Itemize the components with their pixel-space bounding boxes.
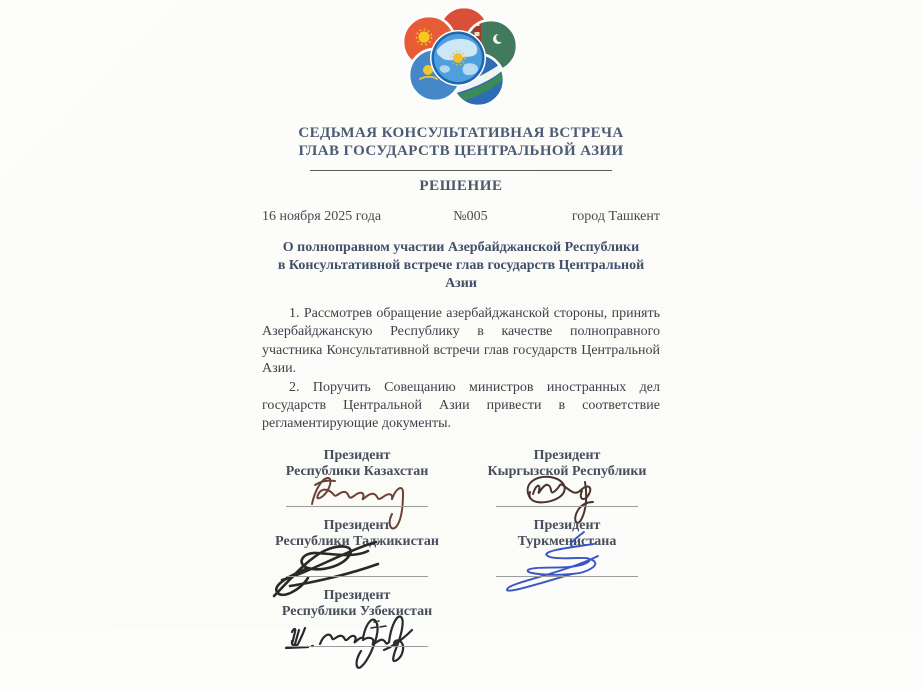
grid-spacer [472, 588, 662, 658]
signature-area [472, 480, 662, 507]
paragraph-1: 1. Рассмотрев обращение азербайджанской стороны, принять Азербайджанскую Республику в качестве полноправного участника Консультативной встречи глав государств Центральной Азии. [262, 306, 660, 377]
signature-line [286, 576, 428, 577]
signature-line [286, 646, 428, 647]
document-date: 16 ноября 2025 года [262, 209, 382, 224]
signature-area [262, 620, 452, 647]
signature-line [496, 506, 638, 507]
signatory-entity: Республики Таджикистан [275, 533, 439, 549]
signatory-title: Президент [323, 517, 391, 533]
signatory-title: Президент [323, 587, 391, 603]
signatory-entity: Республики Узбекистан [281, 603, 433, 619]
signatory-label [262, 518, 452, 550]
signatory-title: Президент [533, 517, 601, 533]
signature-block-tajikistan [262, 518, 452, 577]
meeting-title-line2: ГЛАВ ГОСУДАРСТВ ЦЕНТРАЛЬНОЙ АЗИИ [298, 143, 624, 159]
globe-icon [430, 30, 486, 86]
summit-emblem-logo [401, 6, 521, 112]
signatory-entity: Кыргызской Республики [487, 463, 647, 479]
signature-block-kazakhstan [262, 448, 452, 507]
signature-line [286, 506, 428, 507]
signatory-label [262, 448, 452, 480]
signatory-entity: Туркменистана [517, 533, 617, 549]
signatory-entity: Республики Казахстан [285, 463, 429, 479]
subject-line2: в Консультативной встрече глав государств Центральной Азии [277, 258, 645, 291]
signatory-label [472, 518, 662, 550]
title-divider-line [310, 170, 612, 171]
subject-line1: О полноправном участии Азербайджанской Республики [282, 240, 640, 255]
signature-area [472, 550, 662, 577]
document-subject [262, 239, 660, 293]
signature-block-uzbekistan [262, 588, 452, 647]
signature-area [262, 550, 452, 577]
signatory-title: Президент [533, 447, 601, 463]
signature-area [262, 480, 452, 507]
signature-section [262, 448, 662, 658]
signatory-label [472, 448, 662, 480]
signature-block-kyrgyzstan [472, 448, 662, 507]
signature-line [496, 576, 638, 577]
meeting-title-line1: СЕДЬМАЯ КОНСУЛЬТАТИВНАЯ ВСТРЕЧА [298, 125, 624, 141]
signatory-title: Президент [323, 447, 391, 463]
document-number: №005 [453, 209, 488, 224]
document-city: город Ташкент [571, 209, 660, 224]
signature-block-turkmenistan [472, 518, 662, 577]
document-body [262, 305, 660, 434]
document-meta-row [262, 209, 660, 225]
signatory-label [262, 588, 452, 620]
document-content [262, 6, 660, 658]
paragraph-2: 2. Поручить Совещанию министров иностранных дел государств Центральной Азии привести в соответствие регламентирующие документы. [262, 379, 660, 432]
document-type-heading: РЕШЕНИЕ [419, 178, 503, 194]
meeting-title [262, 124, 660, 160]
